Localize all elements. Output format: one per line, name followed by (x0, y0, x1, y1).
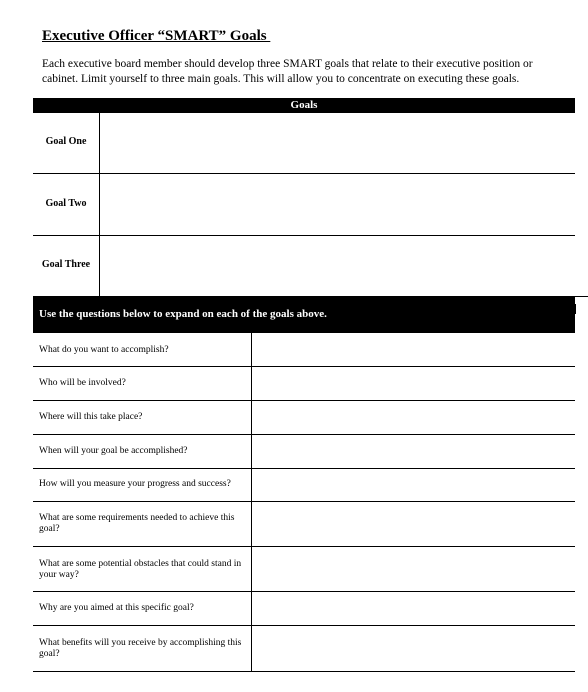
question-text: Why are you aimed at this specific goal? (39, 603, 194, 613)
document-title: Executive Officer “SMART” Goals (42, 28, 271, 44)
goal-three-label: Goal Three (41, 259, 91, 270)
question-row (33, 401, 575, 435)
question-text: How will you measure your progress and success? (39, 479, 231, 489)
question-row (33, 626, 575, 672)
question-row (33, 367, 575, 401)
question-row (33, 592, 575, 626)
questions-table-header: Use the questions below to expand on each of the goals above. (33, 296, 575, 333)
goals-table-header: Goals (33, 98, 575, 112)
question-text: Who will be involved? (39, 378, 126, 388)
question-row (33, 547, 575, 592)
question-row (33, 502, 575, 547)
question-row (33, 469, 575, 502)
goal-one-label: Goal One (45, 136, 87, 147)
question-text: What are some requirements needed to achieve this goal? (39, 513, 235, 534)
question-text: What do you want to accomplish? (39, 345, 169, 355)
header-edge-tick (575, 304, 576, 314)
goal-row-three (33, 235, 575, 297)
intro-paragraph: Each executive board member should develop three SMART goals that relate to their executive position or cabinet. Limit yourself to three main goals. This will allow you to concentrate on executing these goals. (42, 58, 533, 85)
question-text: What are some potential obstacles that could stand in your way? (39, 559, 242, 580)
goal-two-label: Goal Two (45, 198, 87, 209)
question-text: What benefits will you receive by accomplishing this goal? (39, 638, 242, 659)
header-edge-mark (575, 296, 588, 297)
goal-row-two (33, 174, 575, 236)
goal-row-one (33, 112, 575, 174)
question-text: Where will this take place? (39, 412, 143, 422)
question-text: When will your goal be accomplished? (39, 446, 188, 456)
question-row (33, 435, 575, 469)
question-row (33, 333, 575, 367)
